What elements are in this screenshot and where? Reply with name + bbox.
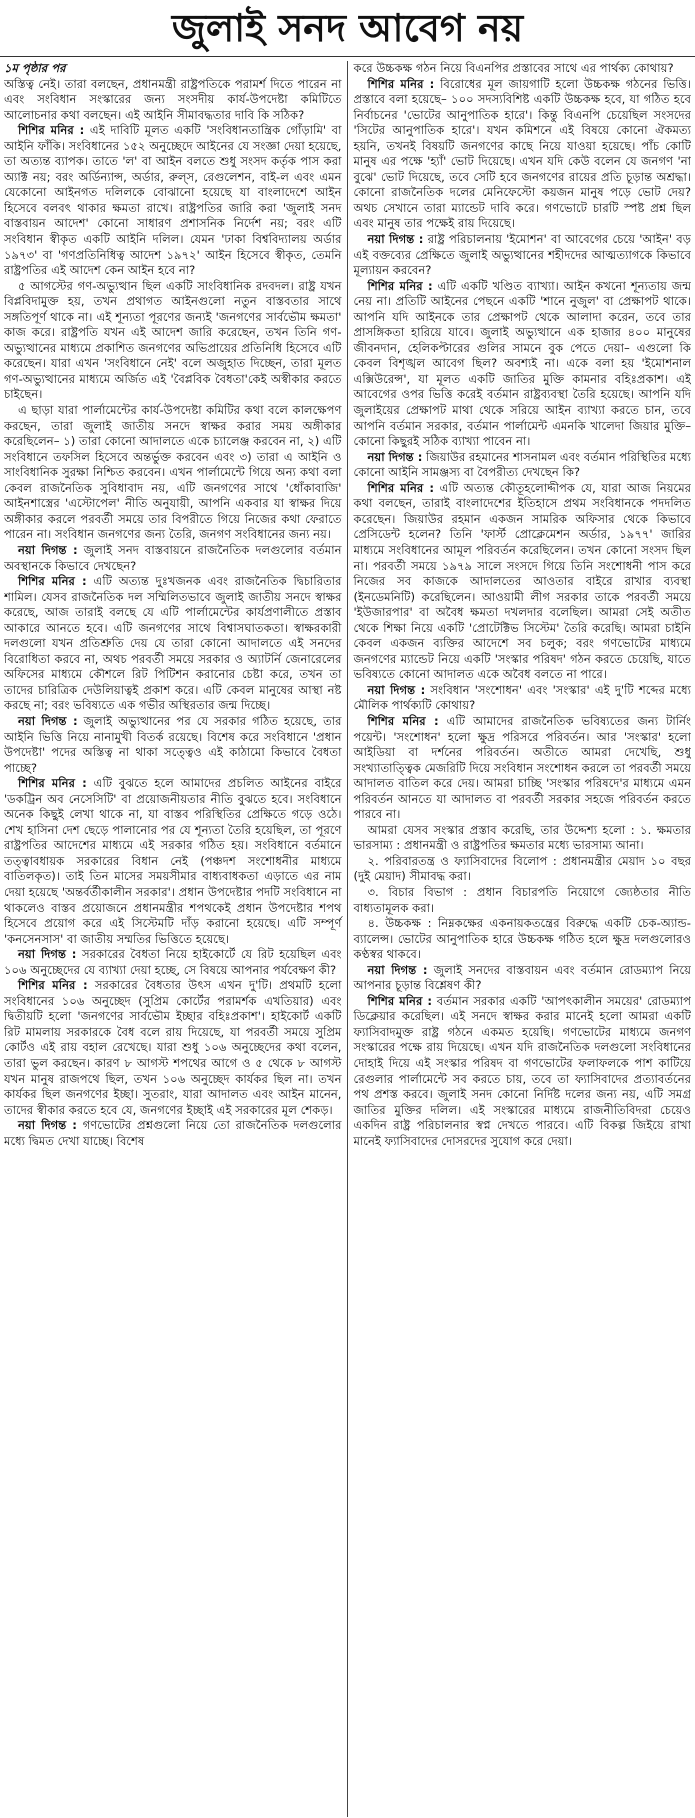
speaker-label: নয়া দিগন্ত : (18, 947, 77, 962)
article-paragraph (4, 574, 342, 714)
speaker-label: শিশির মনির : (367, 480, 434, 495)
article-paragraph (354, 854, 692, 885)
speaker-label: নয়া দিগন্ত : (18, 713, 78, 728)
article-paragraph (354, 683, 692, 714)
paragraph-text: এটি অত্যন্ত কৌতূহলোদ্দীপক যে, যারা আজ নিয়মের কথা বলছেন, তারাই বাংলাদেশের ইতিহাসে প্রথম সংবিধানকে পদদলিত করেছেন। জিয়াউর রহমান একজন সামরিক অফিসার থেকে কিভাবে প্রেসিডেন্ট হলেন? তিনি 'ফার্স্ট প্রোক্লেমেশন অর্ডার, ১৯৭৭' জারির মাধ্যমে সংবিধানের আমূল পরিবর্তন করেছিলেন। তখন কোনো সংসদ ছিল না। পরবর্তী সময়ে ১৯৭৯ সালে সংসদে গিয়ে তিনি সংশোধনী পাস করে নিজের সব কাজকে আদালতের আওতার বাইরে রাখার ব্যবস্থা (ইনডেমনিটি) করেছিলেন। আওয়ামী লীগ সরকার তাকে পরবর্তী সময়ে 'ইউজারপার' বা অবৈধ ক্ষমতা দখলদার বলেছিল। আমরা সেই অতীত থেকে শিক্ষা নিয়ে একটি 'প্রোটেক্টিভ সিস্টেম' তৈরি করেছি। আমরা চাইনি কেবল একজন ব্যক্তির আদেশে সব চলুক; বরং গণভোটের মাধ্যমে জনগণের ম্যান্ডেট নিয়ে একটি 'সংস্কার পরিষদ' গঠন করতে চেয়েছি, যাতে ভবিষ্যতে কোনো আদালত একে অবৈধ বলতে না পারে। (353, 480, 691, 682)
paragraph-text: আমরা যেসব সংস্কার প্রস্তাব করেছি, তার উদ্দেশ্য হলো : ১. ক্ষমতার ভারসাম্য : প্রধানমন্ত্রী ও রাষ্ট্রপতির ক্ষমতার মধ্যে ভারসাম্য আনা। (353, 822, 691, 853)
paragraph-text: গণভোটের প্রশ্নগুলো নিয়ে তো রাজনৈতিক দলগুলোর মধ্যে দ্বিমত দেখা যাচ্ছে। বিশেষ (4, 1118, 342, 1148)
speaker-label: শিশির মনির : (18, 978, 88, 993)
article-paragraph (4, 123, 342, 278)
speaker-label: নয়া দিগন্ত : (367, 962, 428, 977)
paragraph-text: সরকারের বৈধতার উৎস এখন দু'টি। প্রথমটি হলো সংবিধানের ১০৬ অনুচ্ছেদ (সুপ্রিম কোর্টের পরামর্শক এখতিয়ার) এবং দ্বিতীয়টি হলো 'জনগণের সার্বভৌম ইচ্ছার বহিঃপ্রকাশ'। হাইকোর্ট একটি রিট মামলায় সরকারকে বৈধ বলে রায় দিয়েছে, যা পরবর্তী সময়ে সুপ্রিম কোর্টও এই রায় বহাল রেখেছে। যারা শুধু ১০৬ অনুচ্ছেদের কথা বলেন, তারা ভুল করছেন। কারণ ৮ আগস্ট শপথের আগে ও ৫ থেকে ৮ আগস্ট যখন মানুষ রাজপথে ছিল, তখন ১০৬ অনুচ্ছেদ কার্যকর ছিল না। তখন কার্যকর ছিল জনগণের ইচ্ছা। সুতরাং, যারা আদালত এবং আইন মানেন, তাদের স্বীকার করতে হবে যে, জনগণের ইচ্ছাই এই সরকারের মূল শেকড়। (4, 978, 342, 1117)
left-column (4, 61, 348, 1817)
speaker-label: নয়া দিগন্ত : (367, 449, 423, 464)
paragraph-text: ৪. উচ্চকক্ষ : নিম্নকক্ষের একনায়কতন্ত্রের বিরুদ্ধে একটি চেক-অ্যান্ড-ব্যালেন্স। ভোটের আনুপাতিক হারে উচ্চকক্ষ গঠিত হলে ক্ষুদ্র দলগুলোরও কণ্ঠস্বর থাকবে। (353, 916, 691, 962)
speaker-label: নয়া দিগন্ত : (367, 682, 426, 697)
article-paragraph (354, 450, 692, 481)
article-paragraph (354, 885, 692, 916)
speaker-label: শিশির মনির : (18, 574, 87, 589)
paragraph-text: বর্তমান সরকার একটি 'আপৎকালীন সময়ের' রোডম্যাপ ডিক্লেয়ার করেছিল। এই সনদে স্বাক্ষর করার মানেই হলো আমরা একটি ফ্যাসিবাদমুক্ত রাষ্ট্র গঠনে একমত হয়েছি। গণভোটের মাধ্যমে জনগণ সংস্কারের পক্ষে রায় দিয়েছে। এখন যদি রাজনৈতিক দলগুলো সংবিধানের দোহাই দিয়ে এই সংস্কার পরিষদ বা গণভোটের ফলাফলকে পাশ কাটিয়ে রেগুলার পার্লামেন্টে সব করতে চায়, তবে তা ফ্যাসিবাদের প্রত্যাবর্তনের পথ প্রশস্ত করবে। জুলাই সনদ কোনো নির্দিষ্ট দলের জন্য নয়, এটি সমগ্র জাতির মুক্তির দলিল। এই সংস্কারের মাধ্যমে রাজনীতিবিদরা চেয়েও একদিন রাষ্ট্র পরিচালনার স্বপ্ন দেখতে পারবে। এটি বিকল্প জিইয়ে রাখা মানেই ফ্যাসিবাদের দোসরদের সুযোগ করে দেয়া। (353, 993, 691, 1148)
paragraph-text: এ ছাড়া যারা পার্লামেন্টের কার্য-উপদেষ্টা কমিটির কথা বলে কালক্ষেপণ করছেন, তারা জুলাই জাতীয় সনদে স্বাক্ষর করার সময় অঙ্গীকার করেছিলেন– ১) তারা কোনো আদালতে একে চ্যালেঞ্জ করবেন না, ২) এটি সংবিধানে তফসিল হিসেবে অন্তর্ভুক্ত করবেন এবং ৩) তারা এ আইনি ও সাংবিধানিক সুরক্ষা নিশ্চিত করবেন। এখন পার্লামেন্টে গিয়ে অন্য কথা বলা কেবল রাজনৈতিক সুবিধাবাদ নয়, এটি জনগণের সাথে 'ধোঁকাবাজি' আইনশাস্ত্রের 'এস্টোপেল' নীতি অনুযায়ী, আপনি একবার যা স্বাক্ষর দিয়ে অঙ্গীকার করলে পরবর্তী সময়ে তার বিপরীতে গিয়ে নিজের কথা ফেরাতে পারেন না। সংবিধান জনগণের জন্য তৈরি, জনগণ সংবিধানের জন্য নয়। (4, 403, 342, 542)
article-paragraph (354, 61, 692, 77)
paragraph-text: সরকারের বৈধতা নিয়ে হাইকোর্টে যে রিট হয়েছিল এবং ১০৬ অনুচ্ছেদের যে ব্যাখ্যা দেয়া হচ্ছে, সে বিষয়ে আপনার পর্যবেক্ষণ কী? (4, 947, 342, 977)
article-body (0, 57, 695, 1817)
article-paragraph (354, 714, 692, 823)
article-paragraph (4, 77, 342, 124)
paragraph-text: জুলাই সনদের বাস্তবায়ন এবং বর্তমান রোডম্যাপ নিয়ে আপনার চূড়ান্ত বিশ্লেষণ কী? (353, 962, 691, 993)
speaker-label: নয়া দিগন্ত : (18, 1118, 77, 1133)
paragraph-text: জুলাই অভ্যুত্থানের পর যে সরকার গঠিত হয়েছে, তার আইনি ভিত্তি নিয়ে নানামুখী বিতর্ক রয়েছে। বিশেষ করে সংবিধানে 'প্রধান উপদেষ্টা' পদের অস্তিত্ব না থাকা সত্ত্বেও এই কাঠামো কিভাবে বৈধতা পাচ্ছে? (4, 713, 342, 775)
article-paragraph (4, 776, 342, 947)
article-paragraph (354, 481, 692, 683)
paragraph-text: অস্তিত্ব নেই। তারা বলছেন, প্রধানমন্ত্রী রাষ্ট্রপতিকে পরামর্শ দিতে পারেন না এবং সংবিধান সংস্কারের জন্য সংসদীয় কার্য-উপদেষ্টা কমিটিতে আলোচনার কথা বলছেন। এই আইনি সীমাবদ্ধতার দাবি কি সঠিক? (4, 76, 342, 122)
right-column (348, 61, 692, 1817)
paragraph-text: এটি আমাদের রাজনৈতিক ভবিষ্যতের জন্য টার্নিং পয়েন্ট। 'সংশোধন' হলো ক্ষুদ্র পরিসরে পরিবর্তন। আর 'সংস্কার' হলো আইডিয়া বা দর্শনের পরিবর্তন। অতীতে আমরা দেখেছি, শুধু সংখ্যাতাত্ত্বিক মেজরিটি দিয়ে সংবিধান সংশোধন করলে তা পরবর্তী সময়ে আদালত বাতিল করে দেয়। আমরা চাচ্ছি 'সংস্কার পরিষদে'র মাধ্যমে এমন পরিবর্তন আনতে যা আদালত বা পরবর্তী সরকার সহজে পরিবর্তন করতে পারবে না। (353, 713, 691, 822)
article-paragraph (354, 77, 692, 232)
paragraph-text: রাষ্ট্র পরিচালনায় 'ইমোশন' বা আবেগের চেয়ে 'আইন' বড় এই বক্তব্যের প্রেক্ষিতে জুলাই অভ্যুত্থানের শহীদদের আত্মত্যাগকে কিভাবে মূল্যায়ন করবেন? (353, 232, 691, 278)
article-paragraph (4, 543, 342, 574)
speaker-label: শিশির মনির : (18, 776, 87, 791)
speaker-label: শিশির মনির : (367, 76, 435, 91)
paragraph-text: এটি একটি খণ্ডিত ব্যাখ্যা। আইন কখনো শূন্যতায় জন্ম নেয় না। প্রতিটি আইনের পেছনে একটি 'শানে নুজুল' বা প্রেক্ষাপট থাকে। আপনি যদি আইনকে তার প্রেক্ষাপট থেকে আলাদা করেন, তবে তার প্রাসঙ্গিকতা হারিয়ে যাবে। জুলাই অভ্যুত্থানে এক হাজার ৪০০ মানুষের জীবনদান, হেলিকপ্টারের গুলির সামনে বুক পেতে দেয়া– এগুলো কি কেবল বিশৃঙ্খল আবেগ ছিল? অবশ্যই না। একে বলা হয় 'ইমোশনাল এক্সিউরেন্স', যা মূলত একটি জাতির মুক্তি কামনার বহিঃপ্রকাশ। এই আবেগের ওপর ভিত্তি করেই বর্তমান রাষ্ট্রব্যবস্থা তৈরি হয়েছে। আপনি যদি জুলাইয়ের প্রেক্ষাপট মাথা থেকে সরিয়ে আইন ব্যাখ্যা করতে চান, তবে আপনি বর্তমান সরকার, বর্তমান পার্লামেন্ট এমনকি খালেদা জিয়ার মুক্তি– কোনো কিছুরই সঠিক ব্যাখ্যা পাবেন না। (353, 278, 691, 449)
continued-from-label: ১ম পৃষ্ঠার পর (4, 61, 66, 75)
speaker-label: শিশির মনির : (367, 278, 433, 293)
article-paragraph (4, 714, 342, 776)
paragraph-text: এই দাবিটি মূলত একটি 'সংবিধানতান্ত্রিক গোঁড়ামি' বা আইনি ফাঁকি। সংবিধানের ১৫২ অনুচ্ছেদে আইনের যে সংজ্ঞা দেয়া হয়েছে, তা অত্যন্ত ব্যাপক। তাতে 'ল' বা আইন বলতে শুধু সংসদ কর্তৃক পাস করা অ্যাক্ট নয়; বরং অর্ডিন্যান্স, অর্ডার, রুল্স, রেগুলেশন, বাই-ল এবং এমন যেকোনো আইনগত দলিলকে বোঝানো হয়েছে যা বাংলাদেশে আইন হিসেবে বলবৎ থাকার ক্ষমতা রাখে। রাষ্ট্রপতির জারি করা 'জুলাই সনদ বাস্তবায়ন আদেশ' কোনো সাধারণ প্রশাসনিক নির্দেশ নয়; বরং এটি সংবিধান স্বীকৃত একটি আইনি দলিল। যেমন 'ঢাকা বিশ্ববিদ্যালয় অর্ডার ১৯৭৩' বা 'গণপ্রতিনিধিত্ব আদেশ ১৯৭২' আইন হিসেবে স্বীকৃত, তেমনি রাষ্ট্রপতির এই আদেশ কেন আইন হবে না? (4, 123, 342, 278)
paragraph-text: ৩. বিচার বিভাগ : প্রধান বিচারপতি নিয়োগে জ্যেষ্ঠতার নীতি বাধ্যতামূলক করা। (353, 884, 691, 915)
article-paragraph (4, 1118, 342, 1149)
paragraph-text: জুলাই সনদ বাস্তবায়নে রাজনৈতিক দলগুলোর বর্তমান অবস্থানকে কিভাবে দেখছেন? (4, 542, 342, 573)
paragraph-text: এটি অত্যন্ত দুঃখজনক এবং রাজনৈতিক দ্বিচারিতার শামিল। যেসব রাজনৈতিক দল সম্মিলিতভাবে জুলাই জাতীয় সনদে স্বাক্ষর করেছে, আজ তারাই বলছে যে এটি পার্লামেন্টের কার্যপ্রণালীতে প্রস্তাব আকারে আনতে হবে। এটি জনগণের সাথে বিশ্বাসঘাতকতা। স্বাক্ষরকারী দলগুলো যখন প্রতিশ্রুতি দেয় যে তারা কোনো আদালতে এই সনদের বিরোধিতা করবে না, অথচ পরবর্তী সময়ে সরকার ও অ্যাটর্নি জেনারেলের অফিসের মাধ্যমে কৌশলে রিট পিটিশন করানোর চেষ্টা করে, তখন তা তাদের চারিত্রিক দেউলিয়াত্বই প্রকাশ করে। এটি কেবল মানুষের আস্থা নষ্ট করছে না; বরং ভবিষ্যতে এক গভীর অস্থিরতার জন্ম দিচ্ছে। (4, 574, 342, 713)
paragraph-text: করে উচ্চকক্ষ গঠন নিয়ে বিএনপির প্রস্তাবের সাথে এর পার্থক্য কোথায়? (353, 61, 674, 75)
paragraph-text: ৫ আগস্টের গণ-অভ্যুত্থান ছিল একটি সাংবিধানিক রদবদল। রাষ্ট্র যখন বিপ্লবিদামুক্ত হয়, তখন প্রথাগত আইনগুলো নতুন বাস্তবতার সাথে সঙ্গতিপূর্ণ থাকে না। এই শূন্যতা পূরণের জন্যই 'জনগণের সার্বভৌম ক্ষমতা' কাজ করে। রাষ্ট্রপতি যখন এই আদেশ জারি করেছেন, তখন তিনি গণ-অভ্যুত্থানের মাধ্যমে প্রকাশিত জনগণের অভিপ্রায়ের প্রতিনিধি হিসেবে এটি করেছেন। যারা এখন 'সংবিধানে নেই' বলে অজুহাত দিচ্ছেন, তারা মূলত গণ-অভ্যুত্থানের মাধ্যমে অর্জিত এই 'বৈপ্লবিক বৈধতা'কেই অস্বীকার করতে চাইছেন। (4, 278, 342, 402)
article-paragraph (354, 963, 692, 994)
paragraph-text: জিয়াউর রহমানের শাসনামল এবং বর্তমান পরিস্থিতির মধ্যে কোনো আইনি সামঞ্জস্য বা বৈপরীত্য দেখছেন কি? (353, 449, 691, 480)
article-paragraph (354, 916, 692, 963)
speaker-label: শিশির মনির : (18, 123, 85, 138)
article-paragraph (4, 947, 342, 978)
article-paragraph (4, 403, 342, 543)
paragraph-text: সংবিধান 'সংশোধন' এবং 'সংস্কার' এই দু'টি শব্দের মধ্যে মৌলিক পার্থক্যটি কোথায়? (353, 682, 691, 713)
speaker-label: শিশির মনির : (367, 993, 433, 1008)
article-paragraph (4, 279, 342, 403)
article-paragraph (354, 823, 692, 854)
speaker-label: নয়া দিগন্ত : (18, 542, 78, 557)
speaker-label: নয়া দিগন্ত : (367, 232, 424, 247)
paragraph-text: ২. পরিবারতন্ত্র ও ফ্যাসিবাদের বিলোপ : প্রধানমন্ত্রীর মেয়াদ ১০ বছর (দুই মেয়াদ) সীমাবদ্ধ করা। (353, 853, 691, 884)
article-paragraph (4, 978, 342, 1118)
article-paragraph (354, 232, 692, 279)
article-paragraph (354, 279, 692, 450)
speaker-label: শিশির মনির : (367, 713, 439, 728)
article-headline: জুলাই সনদ আবেগ নয় (0, 0, 695, 57)
paragraph-text: এটি বুঝতে হলে আমাদের প্রচলিত আইনের বাইরে 'ডকট্রিন অব নেসেসিটি' বা প্রয়োজনীয়তার নীতি বুঝতে হবে। সংবিধানে অনেক কিছুই লেখা থাকে না, যা বাস্তব পরিস্থিতির প্রেক্ষিতে গড়ে ওঠে। শেখ হাসিনা দেশ ছেড়ে পালানোর পর যে শূন্যতা তৈরি হয়েছিল, তা পূরণে রাষ্ট্রপতির আদেশের মাধ্যমে এই সরকার গঠিত হয়। সংবিধানে বর্তমানে তত্ত্বাবধায়ক সরকারের বিধান নেই (পঞ্চদশ সংশোধনীর মাধ্যমে বাতিলকৃত)। তাই তিন মাসের সময়সীমার বাধ্যবাধকতা এড়াতে এর নাম দেয়া হয়েছে 'অন্তর্বর্তীকালীন সরকার'। প্রধান উপদেষ্টার পদটি সংবিধানে না থাকলেও বাস্তব প্রয়োজনে প্রধানমন্ত্রীর শপথকেই প্রধান উপদেষ্টার শপথ হিসেবে প্রয়োগ করে এই সিস্টেমটি দাঁড় করানো হয়েছে। এটি সম্পূর্ণ 'কনসেনসাস' বা জাতীয় সম্মতির ভিত্তিতে হয়েছে। (4, 776, 342, 946)
article-paragraph (354, 994, 692, 1149)
paragraph-text: বিরোধের মূল জায়গাটি হলো উচ্চকক্ষ গঠনের ভিত্তি। প্রস্তাবে বলা হয়েছে– ১০০ সদস্যবিশিষ্ট একটি উচ্চকক্ষ হবে, যা গঠিত হবে নির্বাচনের 'ভোটের আনুপাতিক হারে'। কিন্তু বিএনপি চেয়েছিল সংসদের 'সিটের আনুপাতিক হারে'। যখন কমিশনে এই বিষয়ে কোনো ঐকমত্য হয়নি, তখনই বিষয়টি জনগণের কাছে নিয়ে যাওয়া হয়েছে। পাঁচ কোটি মানুষ এর পক্ষে 'হ্যাঁ' ভোট দিয়েছে। এখন যদি কেউ বলেন যে জনগণ 'না বুঝে' ভোট দিয়েছে, তবে সেটি হবে জনগণের রায়ের প্রতি চূড়ান্ত অশ্রদ্ধা। কোনো রাজনৈতিক দলের মেনিফেস্টো কয়জন মানুষ পড়ে ভোট দেয়? অথচ সেখানে তারা ম্যান্ডেট দাবি করে। গণভোটে চারটি স্পষ্ট প্রশ্ন ছিল এবং মানুষ তার পক্ষেই রায় দিয়েছে। (353, 76, 691, 231)
